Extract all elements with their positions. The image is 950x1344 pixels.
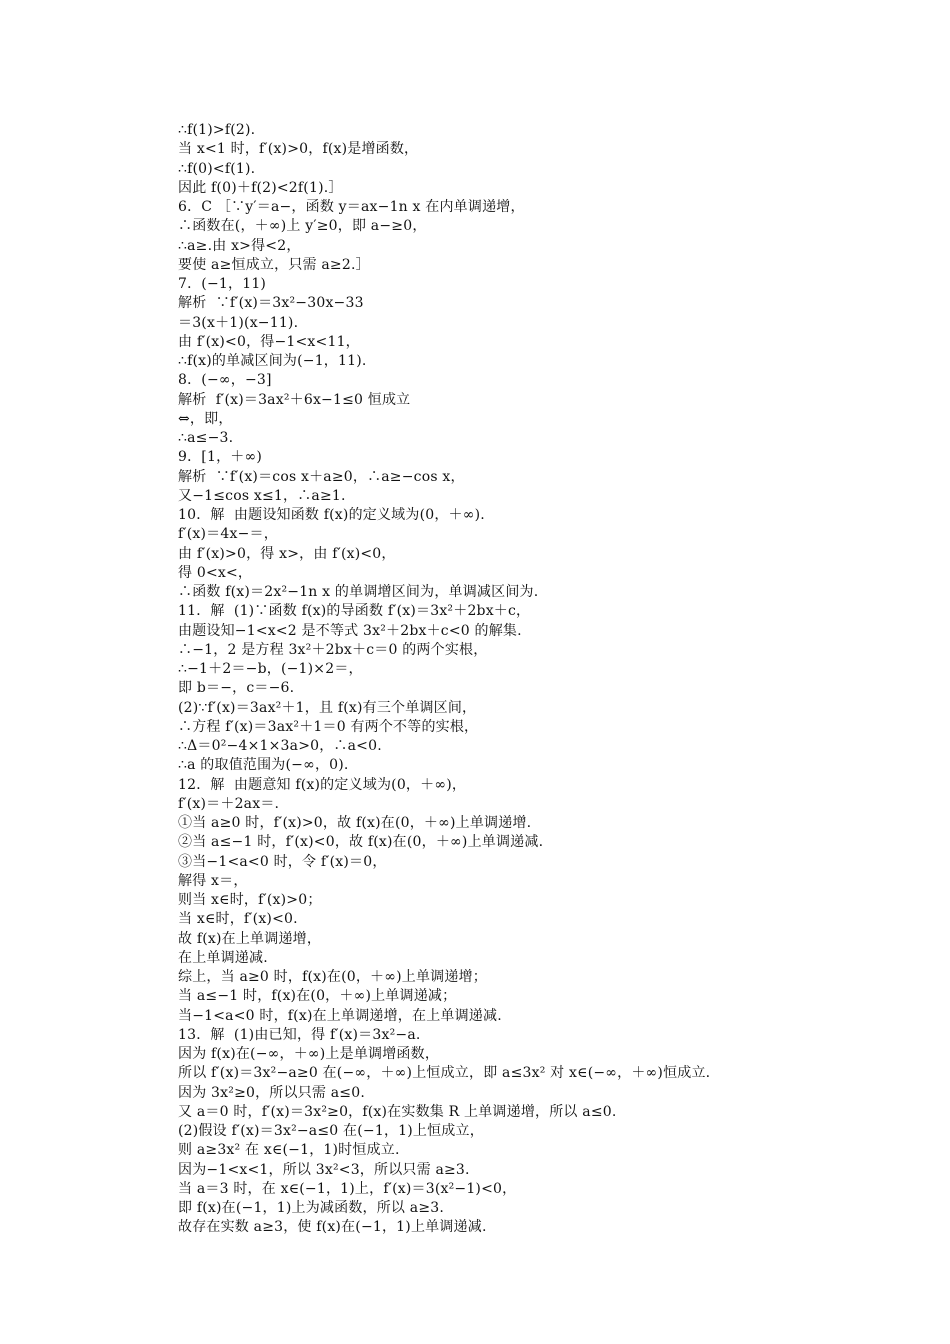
solution-text-block xyxy=(178,121,878,1238)
text-line: 则当 x∈时，f′(x)>0； xyxy=(178,892,322,908)
text-line: 当−1<a<0 时，f(x)在上单调递增，在上单调递减. xyxy=(178,1007,502,1024)
text-line: 当 a＝3 时，在 x∈(−1，1)上，f′(x)＝3(x²−1)<0， xyxy=(178,1180,517,1197)
text-line: ③当−1<a<0 时，令 f′(x)＝0， xyxy=(178,853,387,870)
text-line: ⇔，即， xyxy=(178,410,233,427)
text-line: 解析 f′(x)＝3ax²＋6x−1≤0 恒成立 xyxy=(178,391,411,408)
text-line: 得 0<x<， xyxy=(178,564,253,581)
text-line: 综上，当 a≥0 时，f(x)在(0，＋∞)上单调递增； xyxy=(178,969,487,985)
text-line: 在上单调递减. xyxy=(178,949,268,966)
text-line: ∴f(x)的单减区间为(−1，11). xyxy=(178,353,367,369)
text-line: ∴−1＋2＝−b，(−1)×2＝， xyxy=(178,661,363,677)
text-line: 故 f(x)在上单调递增， xyxy=(178,930,322,947)
text-line: 12．解 由题意知 f(x)的定义域为(0，＋∞)， xyxy=(178,776,467,793)
text-line: ∴函数 f(x)＝2x²−1n x 的单调增区间为，单调减区间为. xyxy=(178,584,539,600)
text-line: 9．[1，＋∞) xyxy=(178,449,263,466)
text-line: 8．(−∞，−3] xyxy=(178,372,272,389)
text-line: 11．解 (1)∵函数 f(x)的导函数 f′(x)＝3x²＋2bx＋c， xyxy=(178,603,531,620)
text-line: 6．C ［∵y′＝a−，函数 y＝ax−1n x 在内单调递增， xyxy=(178,199,525,215)
text-line: ∴a 的取值范围为(−∞，0). xyxy=(178,757,349,774)
text-line: 因为−1<x<1，所以 3x²<3，所以只需 a≥3. xyxy=(178,1161,470,1178)
text-line: ①当 a≥0 时，f′(x)>0，故 f(x)在(0，＋∞)上单调递增. xyxy=(178,815,532,831)
text-line: 又−1≤cos x≤1，∴a≥1. xyxy=(178,487,346,504)
text-line: 即 b＝−，c＝−6. xyxy=(178,680,295,697)
text-line: ∴−1，2 是方程 3x²＋2bx＋c＝0 的两个实根， xyxy=(178,641,488,658)
text-line: 因为 3x²≥0，所以只需 a≤0. xyxy=(178,1084,365,1101)
text-line: 因此 f(0)＋f(2)<2f(1).］ xyxy=(178,179,343,196)
text-line: 当 x<1 时，f′(x)>0，f(x)是增函数， xyxy=(178,141,419,158)
text-line: ∴函数在(，＋∞)上 y′≥0，即 a−≥0， xyxy=(178,218,427,235)
text-line: 由题设知−1<x<2 是不等式 3x²＋2bx＋c<0 的解集. xyxy=(178,622,522,639)
text-line: ②当 a≤−1 时，f′(x)<0，故 f(x)在(0，＋∞)上单调递减. xyxy=(178,834,544,851)
text-line: 因为 f(x)在(−∞，＋∞)上是单调增函数， xyxy=(178,1046,440,1062)
text-line: ∴方程 f′(x)＝3ax²＋1＝0 有两个不等的实根， xyxy=(178,718,479,735)
text-line: (2)∵f′(x)＝3ax²＋1，且 f(x)有三个单调区间， xyxy=(178,699,477,716)
text-line: ∴f(1)>f(2). xyxy=(178,122,256,138)
text-line: 解析 ∵f′(x)＝cos x＋a≥0，∴a≥−cos x， xyxy=(178,468,465,485)
text-line: f′(x)＝4x−＝， xyxy=(178,526,278,543)
text-line: ∴a≥.由 x>得<2， xyxy=(178,237,301,254)
text-line: 要使 a≥恒成立，只需 a≥2.］ xyxy=(178,256,370,273)
text-line: ∴Δ＝0²−4×1×3a>0，∴a<0. xyxy=(178,738,382,754)
text-line: 由 f′(x)>0，得 x>，由 f′(x)<0， xyxy=(178,545,396,562)
text-line: 当 a≤−1 时，f(x)在(0，＋∞)上单调递减； xyxy=(178,988,457,1005)
text-line: 则 a≥3x² 在 x∈(−1，1)时恒成立. xyxy=(178,1142,400,1159)
text-line: 当 x∈时，f′(x)<0. xyxy=(178,911,298,928)
text-line: 故存在实数 a≥3，使 f(x)在(−1，1)上单调递减. xyxy=(178,1219,487,1236)
text-line: (2)假设 f′(x)＝3x²−a≤0 在(−1，1)上恒成立， xyxy=(178,1123,484,1139)
text-line: ∴f(0)<f(1). xyxy=(178,160,256,177)
text-line: 10．解 由题设知函数 f(x)的定义域为(0，＋∞). xyxy=(178,507,485,523)
text-line: ∴a≤−3. xyxy=(178,430,234,446)
text-line: 所以 f′(x)＝3x²−a≥0 在(−∞，＋∞)上恒成立，即 a≤3x² 对 x∈(−∞，＋∞)恒成立. xyxy=(178,1065,711,1082)
text-line: 解得 x＝， xyxy=(178,872,248,889)
text-line: 由 f′(x)<0，得−1<x<11， xyxy=(178,333,360,350)
text-line: f′(x)＝＋2ax＝. xyxy=(178,795,280,812)
text-line: 13．解 (1)由已知，得 f′(x)＝3x²−a. xyxy=(178,1026,421,1043)
text-line: 解析 ∵f′(x)＝3x²−30x−33 xyxy=(178,295,364,312)
text-line: 又 a＝0 时，f′(x)＝3x²≥0，f(x)在实数集 R 上单调递增，所以 a≤0. xyxy=(178,1103,617,1120)
text-line: ＝3(x＋1)(x−11). xyxy=(178,314,299,331)
text-line: 即 f(x)在(−1，1)上为减函数，所以 a≥3. xyxy=(178,1200,445,1216)
text-line: 7．(−1，11) xyxy=(178,276,267,292)
